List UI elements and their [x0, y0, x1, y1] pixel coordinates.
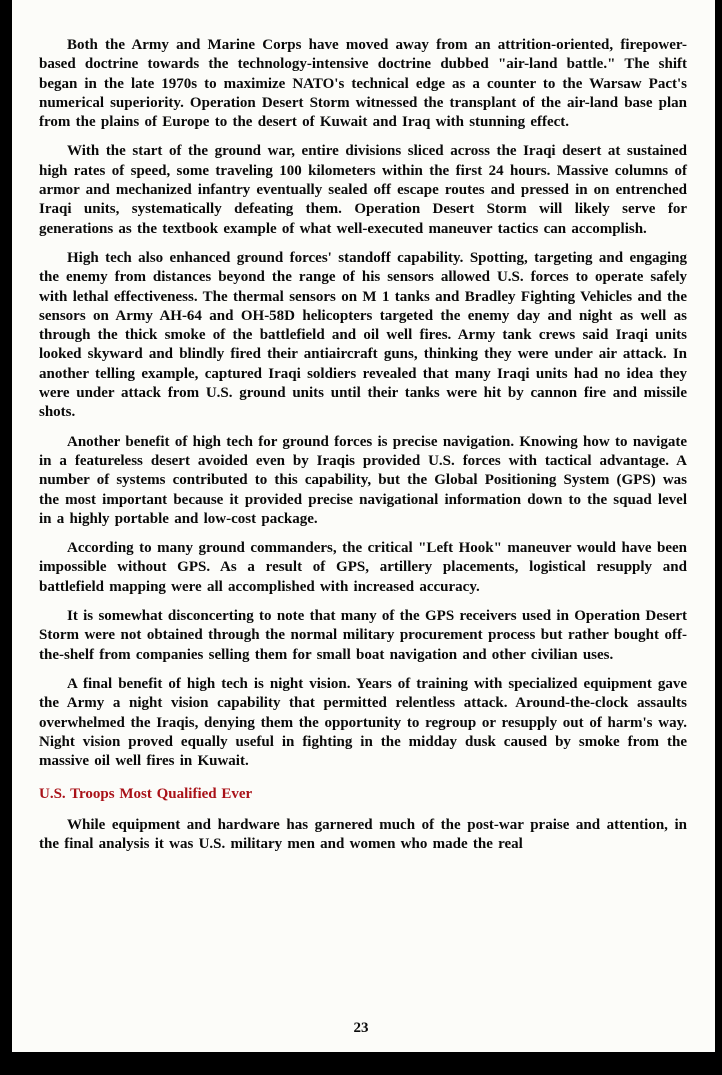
paragraph: With the start of the ground war, entire divisions sliced across the Iraqi desert at sustained high rates of speed, some traveling 100 kilometers within the first 24 hours. Massive columns of armor and mechanized infantry eventually sealed off escape routes and pressed in on entrenched Iraqi units, systematically defeating them. Operation Desert Storm will likely serve for generations as the textbook example of what well-executed maneuver tactics can accomplish.: [39, 143, 687, 237]
paragraph: High tech also enhanced ground forces' standoff capability. Spotting, targeting and engaging the enemy from distances beyond the range of his sensors allowed U.S. forces to operate safely with lethal effectiveness. The thermal sensors on M 1 tanks and Bradley Fighting Vehicles and the sensors on Army AH-64 and OH-58D helicopters targeted the enemy day and night as well as through the thick smoke of the battlefield and oil well fires. Army tank crews said Iraqi units looked skyward and blindly fired their antiaircraft guns, thinking they were under air attack. In another telling example, captured Iraqi soldiers revealed that many Iraqi units had no idea they were under attack from U.S. ground units until their tanks were hit by cannon fire and missile shots.: [39, 249, 687, 421]
paragraph: Both the Army and Marine Corps have moved away from an attrition-oriented, firepower-based doctrine towards the technology-intensive doctrine dubbed "air-land battle." The shift began in the late 1970s to maximize NATO's technical edge as a counter to the Warsaw Pact's numerical superiority. Operation Desert Storm witnessed the transplant of the air-land base plan from the plains of Europe to the desert of Kuwait and Iraq with stunning effect.: [39, 37, 687, 131]
scan-edge-right: [715, 0, 722, 1075]
paragraph: It is somewhat disconcerting to note that many of the GPS receivers used in Operation Desert Storm were not obtained through the normal military procurement process but rather bought off-the-shelf from companies selling them for small boat navigation and other civilian uses.: [39, 608, 687, 663]
paragraph: A final benefit of high tech is night vision. Years of training with specialized equipment gave the Army a night vision capability that permitted relentless attack. Around-the-clock assaults overwhelmed the Iraqis, denying them the opportunity to regroup or resupply out of harm's way. Night vision proved equally useful in fighting in the midday dusk caused by smoke from the massive oil well fires in Kuwait.: [39, 675, 687, 770]
paragraph: According to many ground commanders, the critical "Left Hook" maneuver would have been impossible without GPS. As a result of GPS, artillery placements, logistical resupply and battlefield mapping were all accomplished with increased accuracy.: [39, 540, 687, 595]
scan-edge-left: [0, 0, 12, 1075]
scan-edge-bottom: [0, 1052, 722, 1075]
page-content: [39, 36, 687, 864]
page-number: 23: [353, 1020, 369, 1036]
paragraph: While equipment and hardware has garnered much of the post-war praise and attention, in the final analysis it was U.S. military men and women who made the real: [39, 816, 687, 852]
paragraph: Another benefit of high tech for ground forces is precise navigation. Knowing how to navigate in a featureless desert avoided even by Iraqis provided U.S. forces with tactical advantage. A number of systems contributed to this capability, but the Global Positioning System (GPS) was the most important because it provided precise navigational information down to the squad level in a highly portable and low-cost package.: [39, 433, 687, 527]
section-heading: U.S. Troops Most Qualified Ever: [39, 786, 253, 803]
